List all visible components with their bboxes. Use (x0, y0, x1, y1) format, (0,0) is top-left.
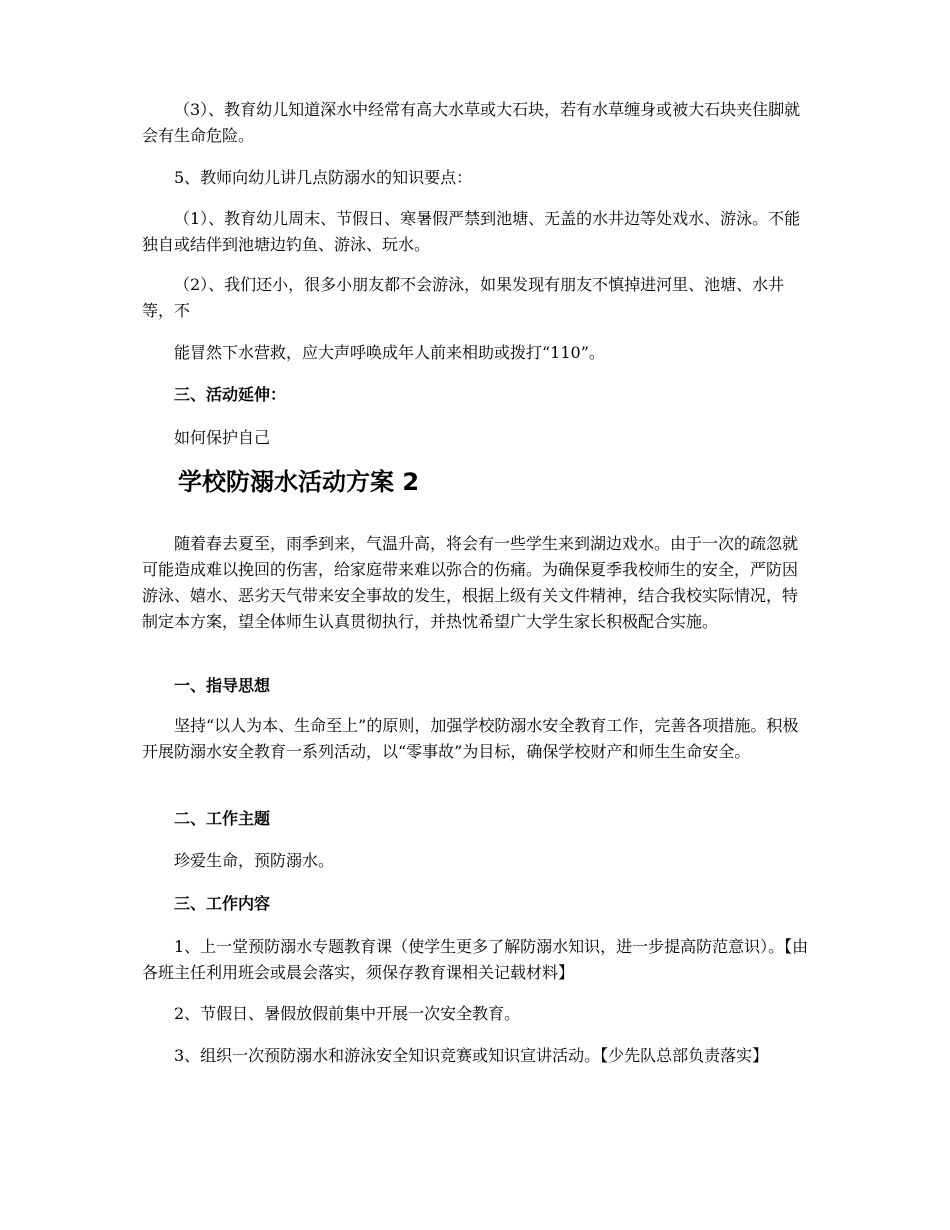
paragraph-content-1: 1、上一堂预防溺水专题教育课（使学生更多了解防溺水知识，进一步提高防范意识）。【由各班主任利用班会或晨会落实，须保存教育课相关记载材料】 (142, 937, 809, 982)
paragraph-item-1: （1）、教育幼儿周末、节假日、寒暑假严禁到池塘、无盖的水井边等处戏水、游泳。不能独自或结伴到池塘边钓鱼、游泳、玩水。 (142, 209, 801, 254)
paragraph-content-2: 2、节假日、暑假放假前集中开展一次安全教育。 (174, 1004, 521, 1023)
section-heading-guiding: 一、指导思想 (174, 676, 271, 695)
page-title: 学校防溺水活动方案 2 (178, 468, 420, 496)
paragraph-continuation: 能冒然下水营救，应大声呼唤成年人前来相助或拨打“110”。 (174, 343, 605, 362)
paragraph-content-3: 3、组织一次预防溺水和游泳安全知识竞赛或知识宣讲活动。【少先队总部负责落实】 (174, 1046, 769, 1065)
paragraph-intro: 随着春去夏至，雨季到来，气温升高，将会有一些学生来到湖边戏水。由于一次的疏忽就可能造成难以挽回的伤害，给家庭带来难以弥合的伤痛。为确保夏季我校师生的安全，严防因游泳、嬉水、恶劣天气带来安全事故的发生，根据上级有关文件精神，结合我校实际情况，特制定本方案，望全体师生认真贯彻执行，并热忱希望广大学生家长积极配合实施。 (142, 534, 799, 631)
paragraph-item-3: （3）、教育幼儿知道深水中经常有高大水草或大石块，若有水草缠身或被大石块夹住脚就会有生命危险。 (142, 100, 801, 145)
paragraph-point-5: 5、教师向幼儿讲几点防溺水的知识要点： (174, 168, 473, 187)
paragraph-protect-self: 如何保护自己 (174, 428, 271, 447)
section-heading-extension: 三、活动延伸： (174, 385, 287, 404)
paragraph-theme: 珍爱生命，预防溺水。 (174, 851, 335, 870)
paragraph-item-2: （2）、我们还小，很多小朋友都不会游泳，如果发现有朋友不慎掉进河里、池塘、水井等，不 (142, 275, 785, 320)
paragraph-guiding: 坚持“以人为本、生命至上”的原则，加强学校防溺水安全教育工作，完善各项措施。积极开展防溺水安全教育一系列活动，以“零事故”为目标，确保学校财产和师生生命安全。 (142, 716, 799, 761)
section-heading-theme: 二、工作主题 (174, 809, 271, 828)
section-heading-content: 三、工作内容 (174, 894, 271, 913)
